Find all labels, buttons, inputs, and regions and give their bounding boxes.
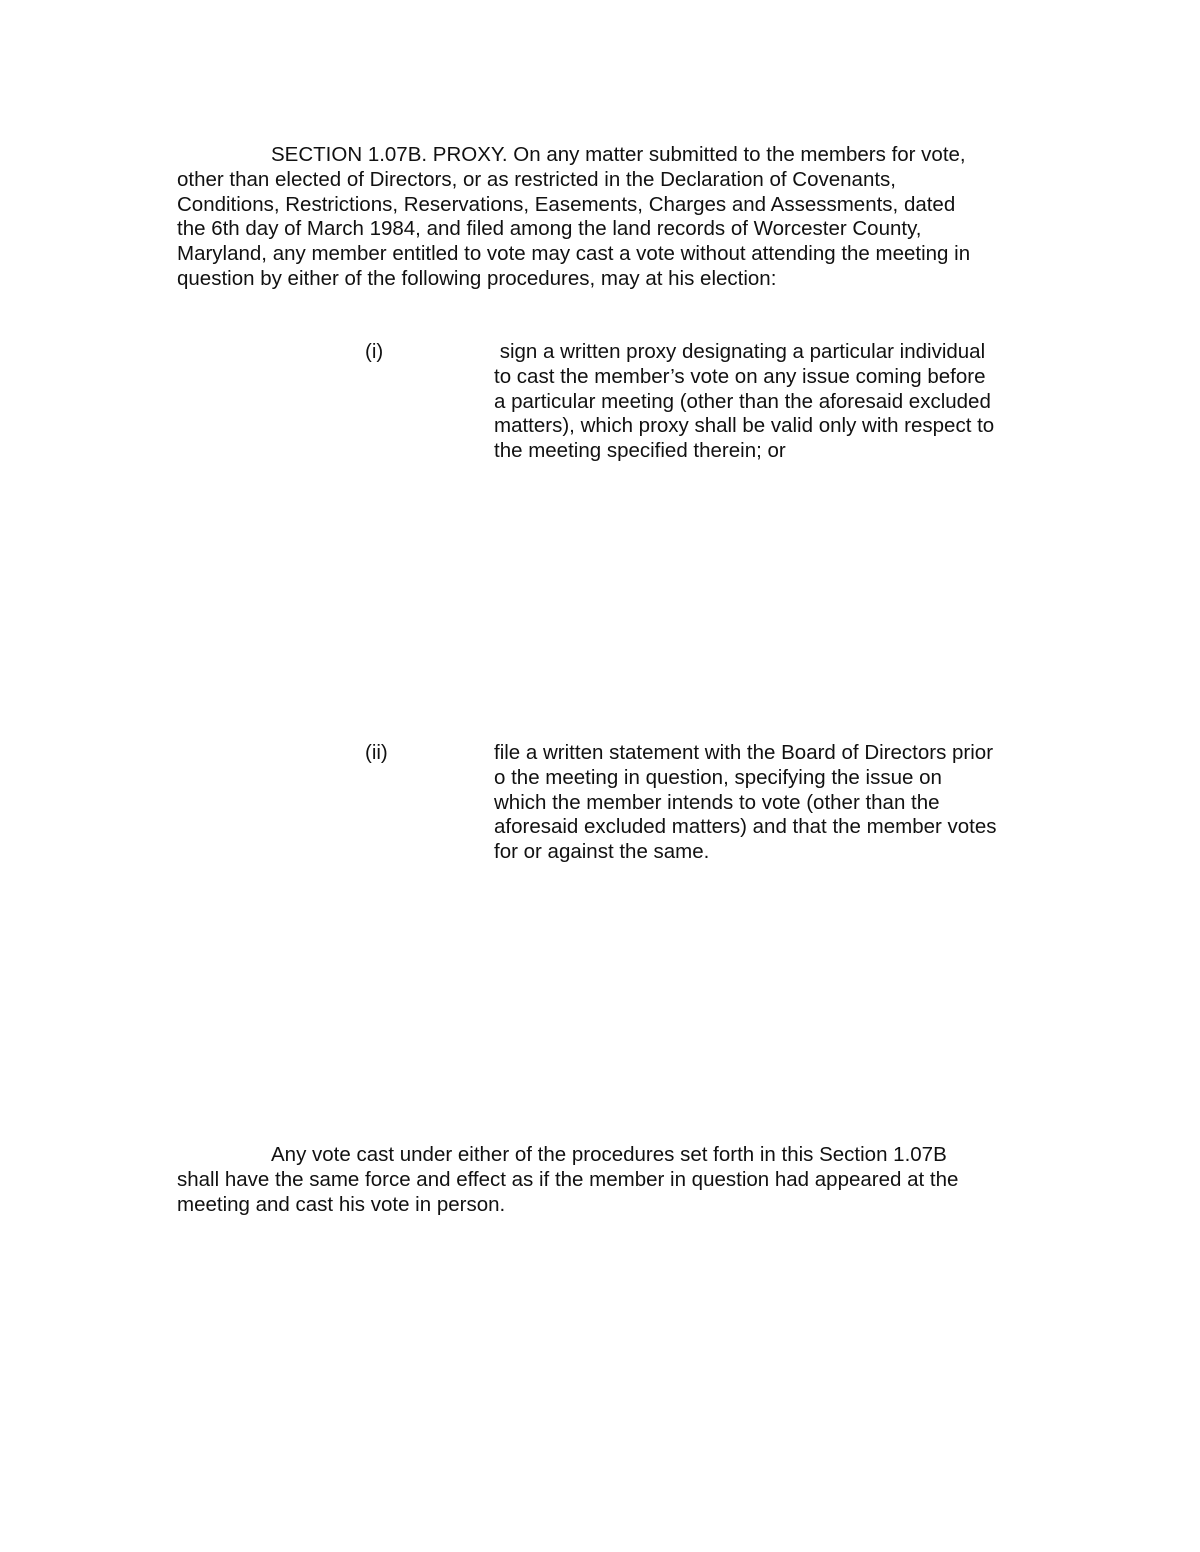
- paragraph-line: the 6th day of March 1984, and filed among the land records of Worcester County,: [177, 217, 922, 241]
- item-marker-ii: (ii): [365, 741, 388, 764]
- paragraph-line: question by either of the following procedures, may at his election:: [177, 266, 777, 290]
- item-line: the meeting specified therein; or: [494, 439, 786, 463]
- paragraph-line: Maryland, any member entitled to vote may cast a vote without attending the meeting in: [177, 242, 971, 266]
- item-body-ii: [494, 741, 1054, 865]
- section-1-07b-paragraph: [177, 143, 1037, 292]
- paragraph-line: other than elected of Directors, or as restricted in the Declaration of Covenants,: [177, 167, 897, 191]
- paragraph-line: shall have the same force and effect as if the member in question had appeared at the: [177, 1167, 959, 1191]
- item-line: to cast the member’s vote on any issue coming before: [494, 364, 986, 388]
- item-line: which the member intends to vote (other than the: [494, 790, 940, 814]
- item-line: o the meeting in question, specifying the issue on: [494, 765, 942, 789]
- item-body-i: [494, 340, 1054, 464]
- item-marker-i: (i): [365, 340, 384, 363]
- item-line: a particular meeting (other than the aforesaid excluded: [494, 389, 991, 413]
- item-line: file a written statement with the Board of Directors prior: [494, 741, 994, 764]
- item-line: aforesaid excluded matters) and that the member votes: [494, 815, 997, 839]
- closing-paragraph: [177, 1143, 1037, 1217]
- item-line: matters), which proxy shall be valid only with respect to: [494, 414, 995, 438]
- item-line: for or against the same.: [494, 840, 710, 864]
- paragraph-line: Conditions, Restrictions, Reservations, Easements, Charges and Assessments, dated: [177, 192, 956, 216]
- item-line: sign a written proxy designating a particular individual: [494, 340, 986, 363]
- paragraph-line: SECTION 1.07B. PROXY. On any matter submitted to the members for vote,: [271, 143, 966, 166]
- paragraph-line: Any vote cast under either of the procedures set forth in this Section 1.07B: [271, 1143, 947, 1166]
- paragraph-line: meeting and cast his vote in person.: [177, 1192, 506, 1216]
